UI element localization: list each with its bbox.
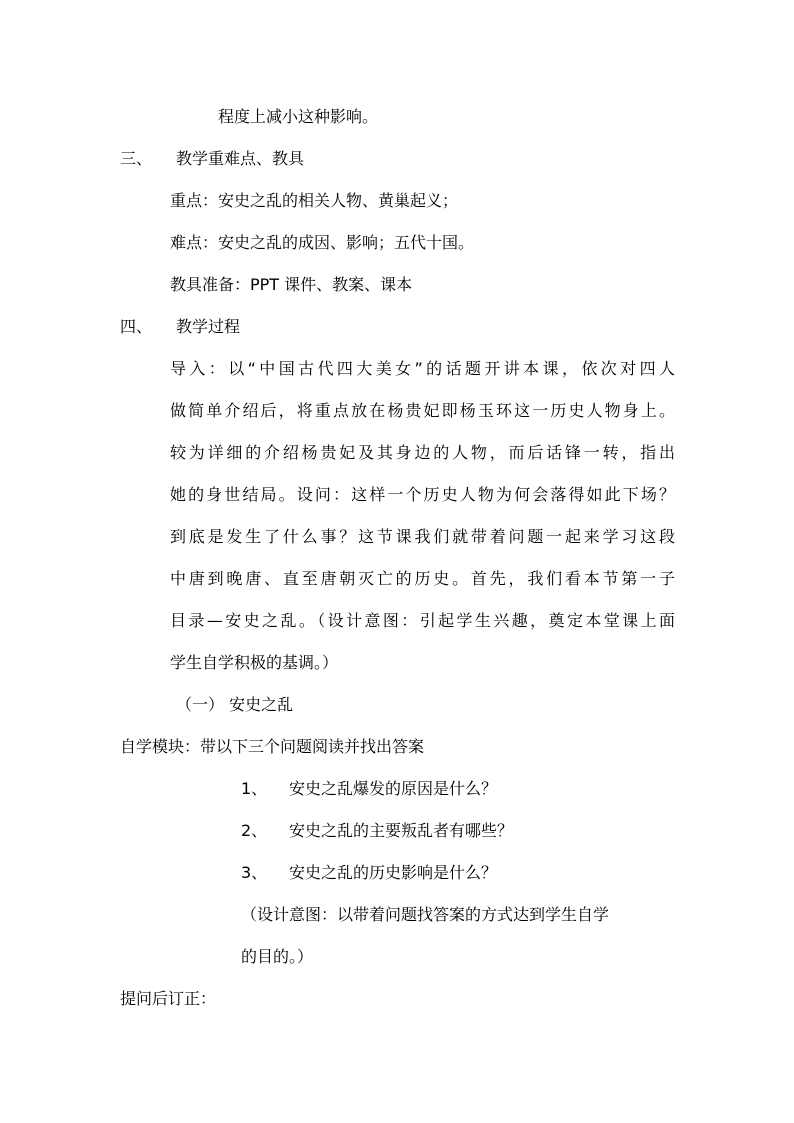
closing-line: 提问后订正： xyxy=(120,989,217,1008)
paragraph-line: 中唐到晚唐、直至唐朝灭亡的历史。首先，我们看本节第一子 xyxy=(170,569,675,588)
paragraph-line: 学生自学积极的基调。） xyxy=(170,653,339,672)
design-intent-line: 的目的。） xyxy=(241,947,314,966)
continuation-line: 程度上减小这种影响。 xyxy=(218,107,379,126)
key-points-line: 重点：安史之乱的相关人物、黄巢起义； xyxy=(170,191,459,210)
section-title: 教学重难点、教具 xyxy=(176,149,305,168)
design-intent-line: （设计意图：以带着问题找答案的方式达到学生自学 xyxy=(241,905,610,924)
section-number: 四、 xyxy=(120,317,153,336)
question-text: 安史之乱的主要叛乱者有哪些？ xyxy=(289,821,514,840)
self-study-title: 自学模块：带以下三个问题阅读并找出答案 xyxy=(120,737,425,756)
section-heading xyxy=(120,317,240,337)
section-heading xyxy=(120,149,304,169)
section-title: 教学过程 xyxy=(176,317,241,336)
paragraph-line: 导入：以“中国古代四大美女”的话题开讲本课，依次对四人 xyxy=(170,359,675,378)
paragraph-line: 较为详细的介绍杨贵妃及其身边的人物，而后话锋一转，指出 xyxy=(170,443,675,462)
question-number: 2、 xyxy=(241,821,268,840)
paragraph-line: 她的身世结局。设问：这样一个历史人物为何会落得如此下场？ xyxy=(170,485,675,504)
paragraph-line: 到底是发生了什么事？这节课我们就带着问题一起来学习这段 xyxy=(170,527,675,546)
difficult-points-line: 难点：安史之乱的成因、影响；五代十国。 xyxy=(170,233,475,252)
question-item xyxy=(241,779,497,799)
question-item xyxy=(241,821,513,841)
question-item xyxy=(241,863,497,883)
question-text: 安史之乱的历史影响是什么？ xyxy=(289,863,498,882)
materials-line: 教具准备：PPT 课件、教案、课本 xyxy=(170,275,413,294)
question-number: 3、 xyxy=(241,863,268,882)
paragraph-line: 目录—安史之乱。（设计意图：引起学生兴趣，奠定本堂课上面 xyxy=(170,611,675,630)
question-text: 安史之乱爆发的原因是什么？ xyxy=(289,779,498,798)
subsection-heading: （一） 安史之乱 xyxy=(176,695,294,714)
question-number: 1、 xyxy=(241,779,268,798)
section-number: 三、 xyxy=(120,149,153,168)
paragraph-line: 做简单介绍后，将重点放在杨贵妃即杨玉环这一历史人物身上。 xyxy=(170,401,675,420)
